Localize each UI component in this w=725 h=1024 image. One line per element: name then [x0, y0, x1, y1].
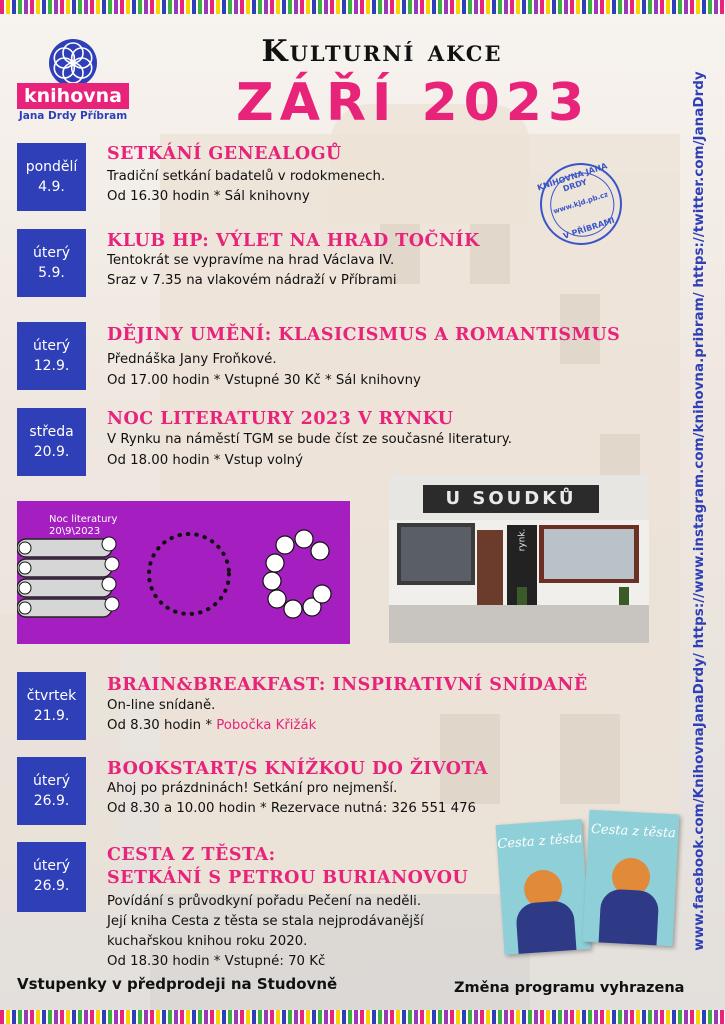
event-day: úterý	[32, 773, 71, 789]
event-time: Od 16.30 hodin * Sál knihovny	[107, 189, 310, 204]
event-date-badge	[17, 672, 86, 740]
event-title: DĚJINY UMĚNÍ: KLASICISMUS A ROMANTISMUS	[107, 325, 621, 345]
book-title: Cesta z těsta	[590, 821, 677, 842]
event-day: čtvrtek	[26, 688, 77, 704]
branch-link[interactable]: Pobočka Křižák	[216, 718, 317, 733]
event-date: 26.9.	[33, 793, 70, 809]
event-description: Ahoj po prázdninách! Setkání pro nejmenší.	[107, 781, 398, 796]
social-links-sidebar	[676, 66, 722, 956]
event-date: 4.9.	[38, 179, 65, 195]
event-description: Tradiční setkání badatelů v rodokmenech.	[107, 169, 386, 184]
book-cover	[496, 819, 591, 955]
top-stripe-border	[0, 0, 725, 14]
logo-name: knihovna	[24, 85, 122, 107]
book-covers	[496, 812, 680, 952]
library-logo	[17, 37, 129, 123]
event-description: Přednáška Jany Froňkové.	[107, 352, 277, 367]
event-title: KLUB HP: VÝLET NA HRAD TOČNÍK	[107, 231, 480, 251]
event-day: úterý	[32, 245, 71, 261]
event-date-badge	[17, 322, 86, 390]
event-date: 20.9.	[33, 444, 70, 460]
event-time-prefix: Od 8.30 hodin *	[107, 718, 217, 733]
event-description: On-line snídaně.	[107, 698, 216, 713]
month-title: ZÁŘÍ 2023	[236, 73, 591, 133]
noc-label: Noc literatury	[49, 514, 118, 525]
event-date-badge	[17, 229, 86, 297]
event-description: Povídání s průvodkyní pořadu Pečení na neděli.	[107, 894, 422, 909]
event-date-badge	[17, 143, 86, 211]
event-date: 21.9.	[33, 708, 70, 724]
page-title: Kulturní akce	[261, 34, 503, 69]
event-title: BRAIN&BREAKFAST: INSPIRATIVNÍ SNÍDANĚ	[107, 675, 588, 695]
footer-tickets-note: Vstupenky v předprodeji na Studovně	[17, 975, 338, 993]
event-title: CESTA Z TĚSTA:	[107, 845, 276, 865]
book-cover	[583, 810, 680, 947]
book-title: Cesta z těsta	[496, 831, 583, 853]
event-time: Od 18.00 hodin * Vstup volný	[107, 453, 303, 468]
event-time: Od 17.00 hodin * Vstupné 30 Kč * Sál knihovny	[107, 373, 421, 388]
event-title: SETKÁNÍ GENEALOGŮ	[107, 144, 342, 164]
noc-letters-icon	[17, 501, 350, 644]
social-links-text[interactable]: www.facebook.com/KnihovnaJanaDrdy/ https://www.instagram.com/knihovna.pribram/ https://twitter.com/JanaDrdy	[691, 71, 707, 951]
event-date-badge	[17, 408, 86, 476]
event-date: 26.9.	[33, 878, 70, 894]
noc-date: 20\9\2023	[49, 526, 101, 537]
event-day: úterý	[32, 338, 71, 354]
event-date-badge	[17, 842, 86, 912]
event-time: Od 8.30 a 10.00 hodin * Rezervace nutná: 326 551 476	[107, 801, 476, 816]
stamp-top-text: KNIHOVNA JANA DRDY	[536, 161, 609, 194]
noc-literatury-graphic	[17, 501, 350, 644]
event-day: středa	[29, 424, 74, 440]
rynk-photo	[389, 475, 649, 643]
event-time: Od 18.30 hodin * Vstupné: 70 Kč	[107, 954, 326, 969]
shop-sign: U SOUDKŮ	[423, 485, 599, 513]
stamp-bottom-text: V PŘÍBRAMI	[562, 215, 616, 241]
event-description: Její kniha Cesta z těsta se stala nejprodávanější	[107, 914, 424, 929]
event-description: kuchařskou knihou roku 2020.	[107, 934, 308, 949]
stamp-middle-text: www.kjd.pb.cz	[552, 190, 610, 216]
door-label: rynk.	[517, 528, 528, 552]
event-date: 5.9.	[38, 265, 65, 281]
event-title-line2: SETKÁNÍ S PETROU BURIANOVOU	[107, 868, 469, 888]
event-description: V Rynku na náměstí TGM se bude číst ze současné literatury.	[107, 432, 513, 447]
event-day: úterý	[32, 858, 71, 874]
flower-logo-icon	[47, 37, 99, 89]
footer-change-note: Změna programu vyhrazena	[454, 980, 685, 996]
event-day: pondělí	[25, 159, 78, 175]
event-date: 12.9.	[33, 358, 70, 374]
event-title: NOC LITERATURY 2023 V RYNKU	[107, 409, 454, 429]
event-date-badge	[17, 757, 86, 825]
logo-subtitle: Jana Drdy Příbram	[18, 110, 128, 122]
bottom-stripe-border	[0, 1010, 725, 1024]
event-description: Tentokrát se vypravíme na hrad Václava IV.	[107, 253, 395, 268]
event-time	[107, 718, 316, 733]
event-title: BOOKSTART/S KNÍŽKOU DO ŽIVOTA	[107, 759, 489, 779]
event-time: Sraz v 7.35 na vlakovém nádraží v Příbrami	[107, 273, 397, 288]
